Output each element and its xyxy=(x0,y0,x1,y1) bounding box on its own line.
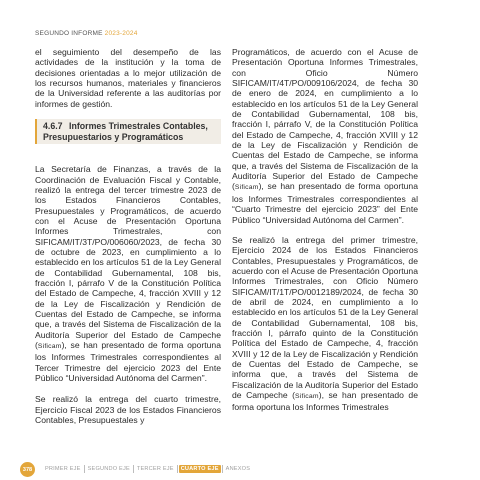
paragraph xyxy=(232,47,418,225)
nav-cuarto-eje[interactable]: CUARTO EJE xyxy=(180,466,219,472)
acronym: Sificam xyxy=(295,393,319,400)
section-title: Informes Trimestrales Contables, Presupuestarios y Programáticos xyxy=(43,121,208,142)
footer-nav xyxy=(43,465,252,473)
nav-divider xyxy=(84,465,85,473)
acronym: Sificam xyxy=(37,343,62,351)
paragraph-text: Se realizó la entrega del primer trimestre, Ejercicio 2024 de los Estados Financieros Contables, Presupuestales y Programáticos, de acuerdo con el Acuse de Presentación Oportuna Informes Trimestrales, con Oficio Número SIFICAM/IT/1T/PO/0012189/2024, de fecha 30 de abril de 2024, en cumplimiento a lo establecido en los artículos 51 de la Ley General de Contabilidad Gubernamental, 108 bis, fracción I, párrafo quinto de la Constitución Política del Estado de Campeche, 4, fracción XVIII y 12 de la Ley de Fiscalización y Rendición de Cuentas del Estado de Campeche, se informa que, a través del Sistema de Fiscalización de la Auditoría Superior del Estado de Campeche ( xyxy=(232,234,418,400)
paragraph: Se realizó la entrega del cuarto trimestre, Ejercicio Fiscal 2023 de los Estados Financieros Contables, Presupuestales y xyxy=(35,394,221,426)
acronym: Sificam xyxy=(234,184,259,192)
nav-primer-eje[interactable]: PRIMER EJE xyxy=(45,466,81,472)
page-footer xyxy=(20,462,460,478)
nav-divider xyxy=(133,465,134,473)
paragraph-text: ), se han presentado de forma oportuna los Informes Trimestrales correspondientes al “Cuarto Trimestre del ejercicio 2023” del Ente Público “Universidad Autónoma del Carmen”. xyxy=(232,181,418,225)
page-number-badge: 378 xyxy=(20,462,35,477)
nav-divider xyxy=(177,465,178,473)
report-period: 2023-2024 xyxy=(104,30,138,37)
section-number: 4.6.7 xyxy=(43,121,63,132)
paragraph-text: La Secretaría de Finanzas, a través de la Coordinación de Evaluación Fiscal y Contable, realizó la entrega del tercer trimestre 2023 de los Estados Financieros Contables, Presupuestales y Programáticos, de acuerdo con el Acuse de Presentación Oportuna Informes Trimestrales, con SIFICAM/IT/3T/PO/006060/2023, de fecha 30 de octubre de 2023, en cumplimiento a lo establecido en los artículos 51 de la Ley General de Contabilidad Gubernamental, 108 bis, fracción I, párrafo V de la Constitución Política del Estado de Campeche, 4, fracción XVIII y 12 de la Ley de Fiscalización y Rendición de Cuentas del Estado de Campeche, se informa que, a través del Sistema de Fiscalización de la Auditoría Superior del Estado de Campeche ( xyxy=(35,164,221,351)
paragraph-text: ), se han presentado de forma oportuna los Informes Trimestrales correspondientes al Tercer Trimestre del ejercicio 2023 del Ente Público “Universidad Autónoma del Carmen”. xyxy=(35,340,221,384)
paragraph xyxy=(232,235,418,413)
nav-anexos[interactable]: ANEXOS xyxy=(225,466,251,472)
nav-segundo-eje[interactable]: SEGUNDO EJE xyxy=(87,466,130,472)
paragraph-text: ), se han presentado de forma oportuna los Informes Trimestrales xyxy=(232,390,418,413)
section-heading xyxy=(35,119,221,144)
paragraph-text: Programáticos, de acuerdo con el Acuse de Presentación Oportuna Informes Trimestrales, con Oficio Número SIFICAM/IT/4T/PO/009106/2024, de fecha 30 de enero de 2024, en cumplimiento a lo establecido en los artículos 51 de la Ley General de Contabilidad Gubernamental, 108 bis, fracción I, párrafo V, de la Constitución Política del Estado de Campeche, 4, fracción XVIII y 12 de la Ley de Fiscalización y Rendición de Cuentas del Estado de Campeche, se informa que, a través del Sistema de Fiscalización de la Auditoría Superior del Estado de Campeche ( xyxy=(232,47,418,192)
page-header xyxy=(35,30,138,37)
report-title: SEGUNDO INFORME xyxy=(35,30,103,37)
paragraph: el seguimiento del desempeño de las actividades de la institución y la toma de decisiones orientadas a lo mejor utilización de los recursos humanos, materiales y financieros de la Universidad referente a las auditorías por informes de gestión. xyxy=(35,47,221,109)
right-column xyxy=(232,47,418,413)
nav-divider xyxy=(222,465,223,473)
left-column xyxy=(35,47,221,426)
paragraph xyxy=(35,164,221,383)
nav-tercer-eje[interactable]: TERCER EJE xyxy=(136,466,174,472)
